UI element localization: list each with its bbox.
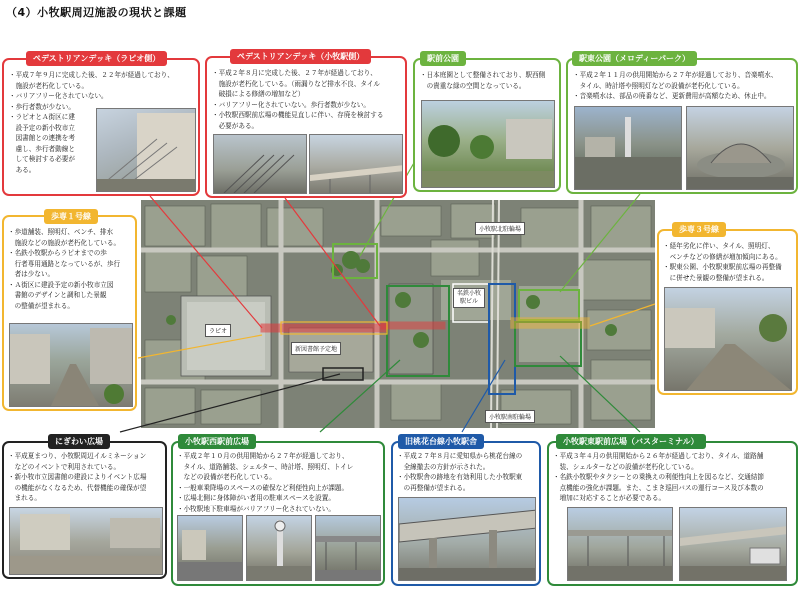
garden-image xyxy=(422,101,555,188)
text-line: ・平成７年９月に完成した後、２２年が経過しており、 xyxy=(9,71,174,79)
text-line: ある。 xyxy=(9,165,36,174)
panel-ekito-park-text xyxy=(573,70,798,102)
tag-west-plaza: 小牧駅西駅前広場 xyxy=(178,434,256,449)
text-line: 施設が老朽化している。（雨漏りなど排水不良、タイル xyxy=(212,79,381,88)
map-label-library: 新図書館予定地 xyxy=(291,342,341,355)
west-plaza-photo-3 xyxy=(315,515,381,581)
text-line: ・平成２７年８月に愛知県から桃花台線の xyxy=(397,452,523,460)
tag-old-station: 旧桃花台線小牧駅舎 xyxy=(398,434,484,449)
text-line: ・日本庭園として整備されており、駅西側 xyxy=(420,71,546,79)
east-plaza-photo-1 xyxy=(567,507,673,581)
text-line: ・平成３年４月の供用開始から２６年が経過しており、タイル、道路舗 xyxy=(553,452,764,460)
text-line: 装、シェルターなどの設備が老朽化している。 xyxy=(553,462,698,471)
bus-terminal-image xyxy=(568,508,673,581)
text-line: ・歩行者数が少ない。 xyxy=(9,102,75,111)
text-line: ・小牧駅地下駐車場がバリアフリー化されていない。 xyxy=(177,504,335,513)
ekimae-park-photo xyxy=(421,100,555,188)
text-line: ・平成夏まつり、小牧駅周辺イルミネーション xyxy=(8,452,147,460)
ekito-park-photo-2 xyxy=(686,106,794,190)
deck-lapio-photo xyxy=(96,108,196,192)
text-line: ・新小牧市立図書館の建設によりイベント広場 xyxy=(8,473,147,481)
page-heading: （4）小牧駅周辺施設の現状と課題 xyxy=(6,6,187,19)
plaza-image xyxy=(575,107,682,190)
walkway3-photo xyxy=(664,287,792,391)
deck-komaki-photo-1 xyxy=(213,134,307,194)
text-line: ・バリアフリー化されていない。 xyxy=(9,92,108,100)
map-label-meitetsu: 名鉄小牧駅ビル xyxy=(453,288,485,308)
tag-ekimae-park: 駅前公園 xyxy=(420,51,466,66)
text-line: に併せた景観の整備が望まれる。 xyxy=(663,273,769,282)
panel-west-plaza xyxy=(171,441,385,586)
panel-old-station-text xyxy=(397,451,542,493)
text-line: 全線撤去の方針が示された。 xyxy=(397,462,490,471)
nigiwai-photo xyxy=(9,507,163,575)
ekito-park-photo-1 xyxy=(574,106,682,190)
west-plaza-photo-2 xyxy=(246,515,312,581)
tag-deck-lapio: ペデストリアンデッキ（ラピオ側） xyxy=(26,51,167,66)
panel-east-plaza-text xyxy=(553,451,798,504)
text-line: ・経年劣化に伴い、タイル、照明灯、 xyxy=(663,242,775,250)
text-line: ・ラピオとＡ街区に建 xyxy=(9,113,75,121)
text-line: の再整備が望まれる。 xyxy=(397,483,470,492)
panel-ekimae-park xyxy=(413,58,561,192)
tag-walkway1: 歩専１号線 xyxy=(44,209,98,224)
walkway1-photo xyxy=(9,323,133,407)
panel-deck-lapio xyxy=(2,58,200,196)
tag-nigiwai: にぎわい広場 xyxy=(48,434,110,449)
text-line: タイル、時計塔や照明灯などの設備が老朽化している。 xyxy=(573,81,744,90)
text-line: などのイベントで利用されている。 xyxy=(8,462,121,471)
panel-old-station xyxy=(391,441,541,586)
map-label-lapio: ラピオ xyxy=(205,324,231,337)
text-line: ・歩道舗装、照明灯、ベンチ、排水 xyxy=(8,228,114,236)
panel-walkway1 xyxy=(2,215,137,411)
text-line: ・駅東公園、小牧駅東駅前広場の再整備 xyxy=(663,263,782,271)
text-line: 増加に対応することが必要である。 xyxy=(553,494,666,502)
text-line: 行者専用通路となっているが、歩行 xyxy=(8,259,121,268)
tag-east-plaza: 小牧駅東駅前広場（バスターミナル） xyxy=(556,434,706,449)
clock-tower-image xyxy=(247,516,312,581)
text-line: ・バリアフリー化されていない。歩行者数が少ない。 xyxy=(212,100,370,109)
panel-walkway3 xyxy=(657,229,798,395)
plaza-image xyxy=(10,508,163,575)
text-line: ・名鉄小牧駅やタクシーとの乗換えの利便性向上を図るなど、交通結節 xyxy=(553,473,764,481)
panel-walkway3-text xyxy=(663,241,799,283)
text-line: ・平成２年１１月の供用開始から２７年が経過しており、音楽噴水、 xyxy=(573,71,778,79)
panel-deck-komaki-text xyxy=(212,68,407,131)
text-line: ・小牧駅舎の跡地を有効利用した小牧駅東 xyxy=(397,473,523,481)
text-line: ・平成２年１０月の供用開始から２７年が経過しており、 xyxy=(177,452,349,460)
panel-west-plaza-text xyxy=(177,451,385,514)
panel-nigiwai-text xyxy=(8,451,168,504)
text-line: ・広場北側に身体障がい者用の駐車スペースを設置。 xyxy=(177,494,335,502)
text-line: まれる。 xyxy=(8,494,41,502)
shelter-image xyxy=(316,516,381,581)
text-line: タイル、道路舗装、シェルター、時計塔、照明灯、トイレ xyxy=(177,462,354,471)
panel-ekito-park xyxy=(566,58,798,194)
plaza-image xyxy=(178,516,243,581)
deck-komaki-photo-2 xyxy=(309,134,403,194)
west-plaza-photo-1 xyxy=(177,515,243,581)
east-plaza-photo-2 xyxy=(679,507,787,581)
text-line: 点機能の強化が課題。また、こまき巡回バスの運行コース及び本数の xyxy=(553,483,764,492)
text-line: ・音楽噴水は、部品の廃番など、更新費用が高額なため、休止中。 xyxy=(573,92,771,100)
text-line: 図書館との連携を考 xyxy=(9,134,75,142)
bus-shelter-image xyxy=(680,508,787,581)
panel-nigiwai xyxy=(2,441,167,579)
text-line: の貴重な緑の空間となっている。 xyxy=(420,81,526,90)
panel-walkway1-text xyxy=(8,227,138,311)
tag-walkway3: 歩専３号線 xyxy=(672,222,726,237)
stairs-image xyxy=(214,135,307,194)
text-line: 書館のデザインと調和した景観 xyxy=(8,291,107,299)
staircase-image xyxy=(97,109,196,192)
text-line: ・平成２年８月に完成した後、２７年が経過しており、 xyxy=(212,69,377,77)
old-station-photo xyxy=(398,497,536,581)
deck-image xyxy=(310,135,403,194)
map-label-south-parking: 小牧駅南駐輪場 xyxy=(485,410,535,423)
text-line: ベンチなどの修繕が増加傾向にある。 xyxy=(663,252,782,261)
text-line: ・一般車乗降場のスペースの確保など利便性向上が課題。 xyxy=(177,483,349,492)
text-line: ・Ａ街区に建設予定の新小牧市立図 xyxy=(8,280,114,289)
text-line: ・名鉄小牧駅からラピオまでの歩 xyxy=(8,249,107,257)
walkway-image xyxy=(665,288,792,391)
panel-east-plaza xyxy=(547,441,798,586)
walkway-image xyxy=(10,324,133,407)
text-line: 必要がある。 xyxy=(212,121,259,130)
tag-deck-komaki: ペデストリアンデッキ（小牧駅側） xyxy=(230,49,371,64)
text-line: して検討する必要が xyxy=(9,155,75,163)
text-line: の整備が望まれる。 xyxy=(8,301,74,310)
text-line: 者は少ない。 xyxy=(8,270,55,278)
fountain-image xyxy=(687,107,794,190)
text-line: 設予定の新小牧市立 xyxy=(9,123,75,132)
text-line: ・小牧駅西駅前広場の機能見直しに伴い、存廃を検討する xyxy=(212,111,384,119)
panel-deck-komaki xyxy=(205,56,407,198)
map-label-north-parking: 小牧駅北駐輪場 xyxy=(475,222,525,235)
text-line: の機能がなくなるため、代替機能の確保が望 xyxy=(8,483,147,492)
text-line: 施設が老朽化している。 xyxy=(9,81,89,90)
text-line: 破損による修繕の増加など） xyxy=(212,90,305,98)
text-line: などの設備が老朽化している。 xyxy=(177,473,276,481)
text-line: 慮し、歩行者動線と xyxy=(9,144,75,153)
elevated-station-image xyxy=(399,498,536,581)
panel-ekimae-park-text xyxy=(420,70,560,91)
text-line: 施設などの施設が老朽化している。 xyxy=(8,238,121,247)
tag-ekito-park: 駅東公園（メロディーパーク） xyxy=(572,51,697,66)
